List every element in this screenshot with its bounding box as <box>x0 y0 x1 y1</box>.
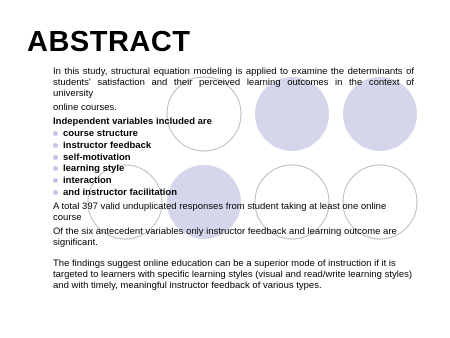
bullet-icon <box>53 131 58 136</box>
list-item: interaction <box>53 175 414 187</box>
bullet-icon <box>53 143 58 148</box>
intro-paragraph: In this study, structural equation modeling is applied to examine the determinants of students' satisfaction and their perceived learning outcomes in the context of university <box>53 66 414 99</box>
slide-title: ABSTRACT <box>27 26 191 58</box>
findings-paragraph: The findings suggest online education can be a superior mode of instruction if it is targeted to learners with specific learning styles (visual and read/write learning styles) and with timely, meaningful instructor feedback of various types. <box>53 257 413 291</box>
bullet-icon <box>53 155 58 160</box>
list-item: and instructor facilitation <box>53 187 414 199</box>
responses-paragraph: A total 397 valid unduplicated responses from student taking at least one online course <box>53 200 387 223</box>
list-item: instructor feedback <box>53 140 414 152</box>
list-item: learning style <box>53 163 414 175</box>
list-item: self-motivation <box>53 152 414 164</box>
list-item: course structure <box>53 128 414 140</box>
variables-heading: Independent variables included are <box>53 116 212 127</box>
intro-continuation: online courses. <box>53 102 117 113</box>
variables-list <box>53 128 414 199</box>
bullet-icon <box>53 166 58 171</box>
bullet-icon <box>53 190 58 195</box>
bullet-icon <box>53 178 58 183</box>
significance-paragraph: Of the six antecedent variables only instructor feedback and learning outcome are significant. <box>53 225 397 248</box>
abstract-body <box>53 66 414 291</box>
